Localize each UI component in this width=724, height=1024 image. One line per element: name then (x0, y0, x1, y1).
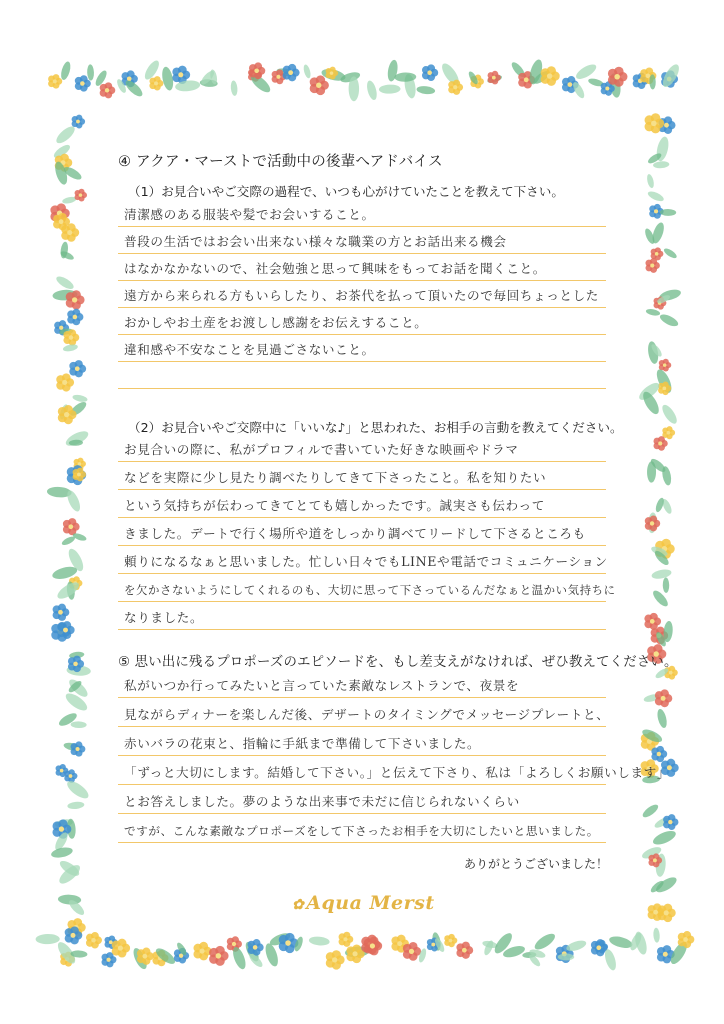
section4-title: ④ アクア・マーストで活動中の後輩へアドバイス (118, 154, 443, 170)
answer-line: 「ずっと大切にします。結婚して下さい。」と伝えて下さり、私は「よろしくお願いします」 (118, 757, 606, 785)
flower-center (69, 774, 73, 778)
flower-center (80, 81, 85, 86)
leaf-ornament (651, 828, 678, 847)
flower-center (58, 610, 63, 615)
flower-center (253, 945, 258, 950)
flower-center (288, 70, 293, 75)
leaf-ornament (50, 846, 73, 860)
flower-center (118, 945, 123, 950)
leaf-ornament (645, 308, 660, 317)
flower-center (654, 209, 658, 213)
q1-text: （1）お見合いやご交際の過程で、いつも心がけていたことを教えて下さい。 (128, 184, 564, 199)
flower-center (352, 951, 357, 956)
flower-center (650, 263, 654, 267)
flower-center (59, 219, 64, 224)
leaf-ornament (349, 76, 360, 101)
flower-center (53, 79, 57, 83)
logo-mark-icon: ✿ (292, 897, 305, 913)
flower-center (409, 949, 414, 954)
flower-center (64, 412, 69, 417)
leaf-ornament (54, 274, 75, 291)
leaf-ornament (87, 64, 94, 80)
flower-center (316, 83, 321, 88)
flower-center (73, 315, 78, 320)
leaf-ornament (416, 85, 435, 95)
leaf-ornament (302, 64, 311, 79)
flower-center (668, 820, 672, 824)
flower-center (63, 628, 68, 633)
flower-center (567, 82, 572, 87)
flower-center (69, 335, 74, 340)
flower-center (59, 326, 63, 330)
leaf-ornament (71, 721, 87, 728)
flower-center (650, 521, 654, 525)
flower-center (178, 72, 183, 77)
flower-center (216, 953, 222, 959)
leaf-ornament (59, 61, 72, 81)
leaf-ornament (379, 84, 401, 94)
flower-center (667, 431, 671, 435)
leaf-ornament (54, 124, 78, 146)
flower-center (105, 88, 109, 92)
leaf-ornament (65, 778, 92, 801)
flower-center (127, 76, 132, 81)
answer-line: 違和感や不安なことを見過ごさないこと。 (118, 334, 606, 362)
leaf-ornament (660, 403, 680, 426)
answer-line: はなかなかないので、社会勉強と思って興味をもってお話を聞くこと。 (118, 253, 606, 281)
leaf-ornament (646, 173, 655, 188)
leaf-ornament (647, 461, 656, 482)
flower-center (657, 752, 661, 756)
flower-center (658, 441, 662, 445)
flower-center (547, 73, 552, 78)
answer-line: とお答えしました。夢のような出来事で未だに信じられないくらい (118, 786, 606, 814)
answer-line: お見合いの際に、私がプロフィルで書いていた好きな映画やドラマ (118, 434, 606, 462)
flower-center (332, 957, 337, 962)
flower-center (397, 941, 402, 946)
section5-title: ⑤ 思い出に残るプロポーズのエピソードを、もし差支えがなければ、ぜひ教えてください。 (118, 655, 678, 670)
flower-center (199, 949, 204, 954)
flower-center (142, 954, 147, 959)
flower-center (67, 230, 72, 235)
leaf-ornament (62, 343, 78, 352)
flower-center (653, 910, 658, 915)
answer-line: 私がいつか行ってみたいと言っていた素敵なレストランで、夜景を (118, 670, 606, 698)
flower-center (650, 619, 655, 624)
flower-center (655, 252, 659, 256)
flower-center (663, 363, 667, 367)
answer-line: 普段の生活ではお会い出来ない様々な職業の方とお話出来る機会 (118, 226, 606, 254)
leaf-ornament (641, 802, 660, 819)
flower-center (596, 945, 601, 950)
flower-center (343, 937, 347, 941)
flower-center (669, 671, 673, 675)
flower-center (330, 71, 334, 75)
flower-center (662, 386, 666, 390)
flower-center (614, 74, 620, 80)
flower-center (68, 524, 73, 529)
flower-center (653, 858, 657, 862)
leaf-ornament (263, 942, 280, 968)
flower-center (75, 366, 80, 371)
flower-center (453, 85, 457, 89)
flower-center (232, 942, 236, 946)
leaf-ornament (608, 934, 634, 950)
answer-line: ですが、こんな素敵なプロポーズをして下さったお相手を大切にしたいと思いました。 (118, 815, 606, 843)
flower-center (462, 948, 467, 953)
flower-center (651, 121, 657, 127)
leaf-ornament (663, 577, 670, 592)
leaf-ornament (574, 62, 599, 82)
leaf-ornament (658, 312, 680, 328)
aqua-merst-logo (292, 892, 442, 918)
flower-center (91, 938, 96, 943)
flower-center (73, 662, 78, 667)
flower-center (285, 940, 291, 946)
leaf-ornament (36, 934, 60, 945)
leaf-ornament (532, 931, 557, 953)
answer-line: などを実際に少し見たり調べたりしてきて下さったこと。私を知りたい (118, 462, 606, 490)
answer-line: を欠かさないようにしてくれるのも、大切に思って下さっているんだなぁと温かい気持ちに (118, 574, 606, 602)
flower-center (77, 473, 81, 477)
flower-center (663, 952, 668, 957)
flower-center (76, 120, 80, 124)
leaf-ornament (72, 394, 88, 403)
answer-line: 頼りになるなぁと思いました。忙しい日々でもLINEや電話でコミュニケーション (118, 546, 606, 574)
flower-center (492, 76, 496, 80)
flower-center (683, 937, 688, 942)
leaf-ornament (67, 801, 85, 810)
flower-center (79, 193, 83, 197)
answer-line: 遠方から来られる方もいらしたり、お茶代を払って頂いたので毎回ちょっとした (118, 280, 606, 308)
flower-center (664, 910, 669, 915)
flower-center (276, 75, 280, 79)
leaf-ornament (309, 936, 330, 947)
answer-line: 清潔感のある服装や髪でお会いすること。 (118, 199, 606, 227)
flower-center (524, 77, 529, 82)
leaf-ornament (656, 708, 669, 729)
leaf-ornament (365, 80, 378, 101)
flower-center (370, 943, 375, 948)
leaf-ornament (662, 247, 678, 260)
thanks-text: ありがとうございました！ (464, 857, 609, 871)
flower-center (60, 769, 64, 773)
flower-center (62, 380, 67, 385)
answer-line: 見ながらディナーを楽しんだ後、デザートのタイミングでメッセージプレートと、 (118, 699, 606, 727)
flower-center (427, 70, 432, 75)
flower-center (661, 696, 666, 701)
leaf-ornament (647, 190, 666, 204)
logo-text: Aqua Merst (306, 892, 435, 914)
leaf-ornament (653, 927, 660, 942)
answer-line: という気持ちが伝わってきてとても嬉しかったです。誠実さも伝わって (118, 490, 606, 518)
answer-line: 赤いバラの花束と、指輪に手紙まで準備して下さいました。 (118, 728, 606, 756)
leaf-ornament (651, 568, 672, 580)
answer-line (118, 361, 606, 389)
flower-center (78, 462, 82, 466)
q2-text: （2）お見合いやご交際中に「いいな♪」と思われた、お相手の言動を教えてください。 (128, 420, 623, 435)
flower-center (71, 933, 76, 938)
flower-center (449, 939, 453, 943)
flower-center (431, 943, 435, 947)
flower-center (59, 826, 64, 831)
flower-center (106, 958, 110, 962)
answer-line: なりました。 (118, 602, 606, 630)
flower-center (664, 123, 669, 128)
flower-center (154, 81, 158, 85)
leaf-ornament (230, 80, 238, 96)
flower-center (254, 68, 259, 73)
answer-line: おかしやお土産をお渡しし感謝をお伝えすること。 (118, 307, 606, 335)
answer-line: きました。デートで行く場所や道をしっかり調べてリードして下さるところも (118, 518, 606, 546)
leaf-ornament (653, 161, 670, 169)
flower-center (646, 73, 651, 78)
flower-center (72, 297, 77, 302)
flower-center (75, 747, 79, 751)
leaf-ornament (660, 209, 676, 216)
flower-center (605, 87, 609, 91)
